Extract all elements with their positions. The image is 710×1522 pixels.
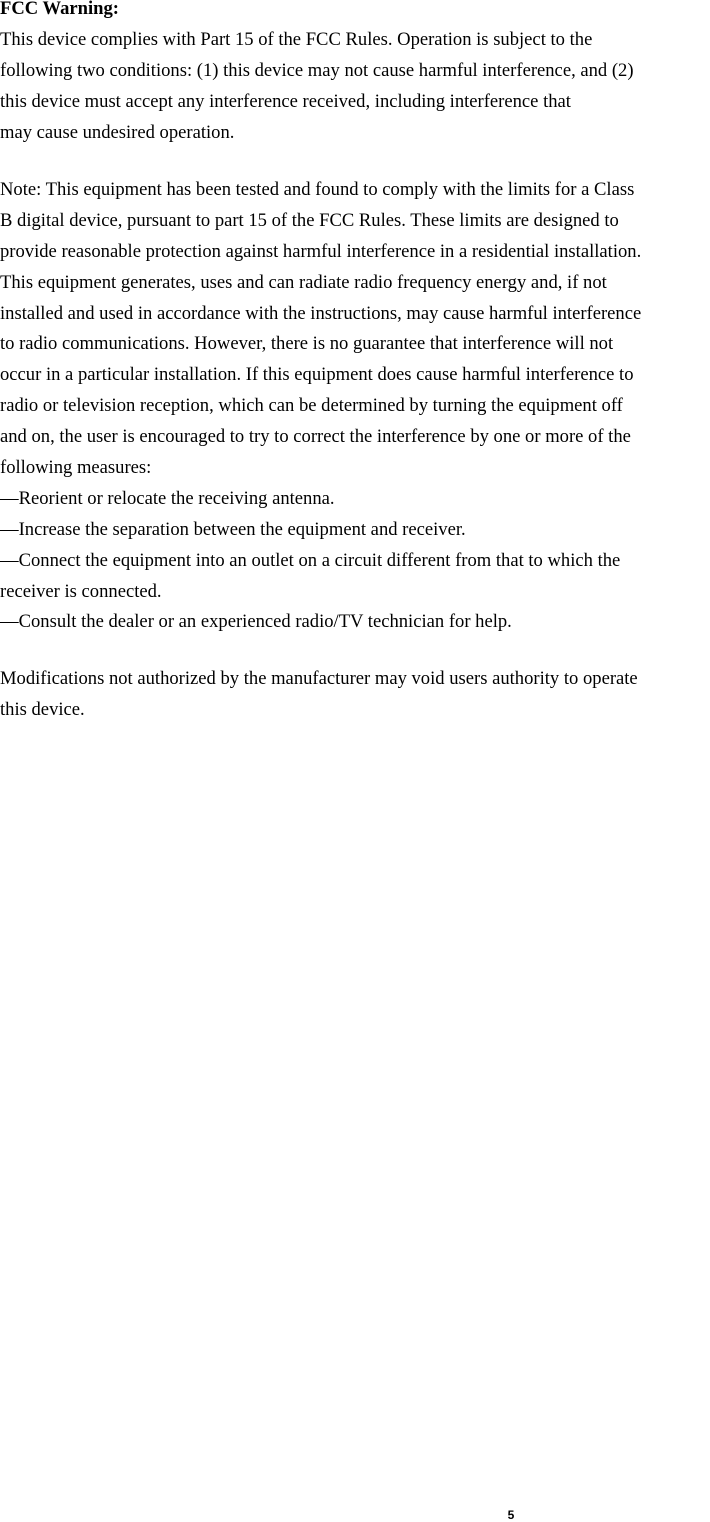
modifications-line: Modifications not authorized by the manufacturer may void users authority to operate <box>0 668 638 689</box>
fcc-warning-title: FCC Warning: <box>0 0 119 19</box>
measure-item-continuation: receiver is connected. <box>0 580 162 602</box>
note-line: radio or television reception, which can be determined by turning the equipment off <box>0 395 623 417</box>
measure-item: —Consult the dealer or an experienced radio/TV technician for help. <box>0 611 512 633</box>
measure-item: —Reorient or relocate the receiving antenna. <box>0 487 335 509</box>
note-line: installed and used in accordance with the instructions, may cause harmful interference <box>0 302 642 324</box>
note-line: This equipment generates, uses and can radiate radio frequency energy and, if not <box>0 271 607 293</box>
note-section <box>0 175 710 638</box>
note-line: following measures: <box>0 457 152 479</box>
note-line: occur in a particular installation. If this equipment does cause harmful interference to <box>0 364 634 386</box>
fcc-warning-section <box>0 0 710 148</box>
page-number: 5 <box>507 1508 515 1522</box>
measure-item: —Increase the separation between the equipment and receiver. <box>0 518 466 540</box>
note-line: and on, the user is encouraged to try to correct the interference by one or more of the <box>0 426 631 448</box>
note-line: B digital device, pursuant to part 15 of the FCC Rules. These limits are designed to <box>0 209 619 231</box>
fcc-warning-line: following two conditions: (1) this device may not cause harmful interference, and (2) <box>0 59 634 81</box>
fcc-warning-line: may cause undesired operation. <box>0 121 235 143</box>
note-line: Note: This equipment has been tested and found to comply with the limits for a Class <box>0 179 635 200</box>
modifications-line: this device. <box>0 698 85 720</box>
fcc-warning-line: this device must accept any interference received, including interference that <box>0 90 571 112</box>
note-line: to radio communications. However, there is no guarantee that interference will not <box>0 333 614 355</box>
fcc-warning-line: This device complies with Part 15 of the FCC Rules. Operation is subject to the <box>0 28 593 50</box>
note-line: provide reasonable protection against harmful interference in a residential installation. <box>0 240 642 262</box>
modifications-section <box>0 664 710 726</box>
measure-item: —Connect the equipment into an outlet on a circuit different from that to which the <box>0 549 621 571</box>
